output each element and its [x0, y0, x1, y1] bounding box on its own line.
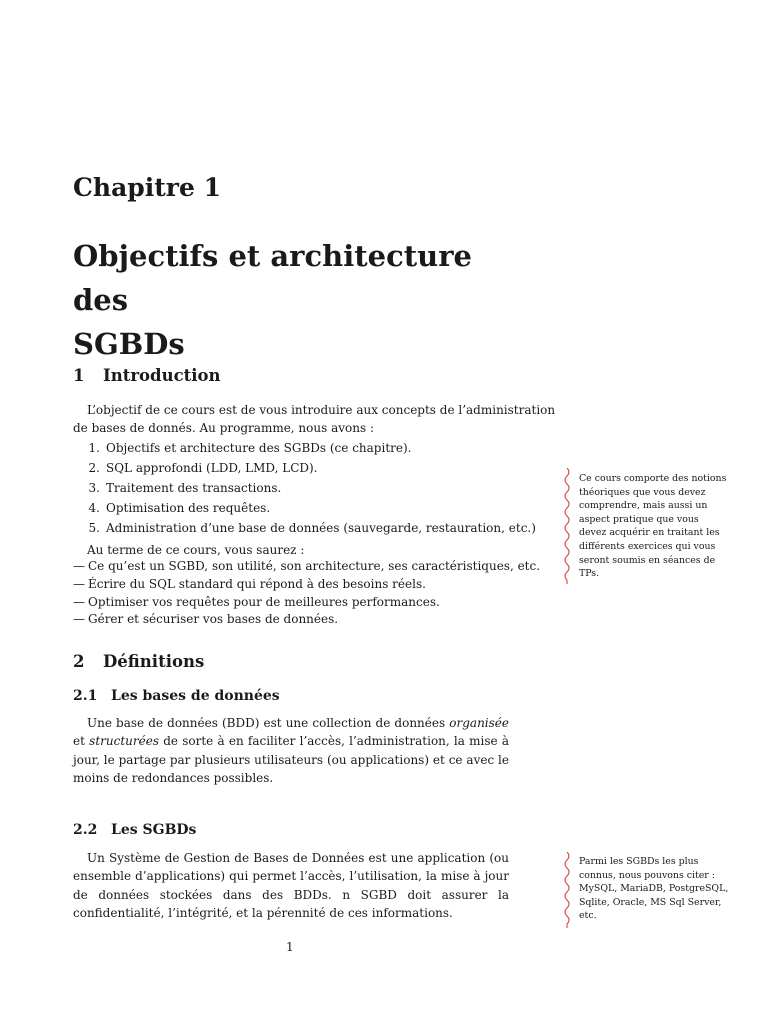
program-item-2: 2. SQL approfondi (LDD, LMD, LCD).	[88, 461, 318, 475]
section-1-title: Introduction	[103, 366, 221, 385]
chapter-title	[73, 234, 533, 366]
section-1-heading	[73, 366, 221, 385]
program-item-4: 4. Optimisation des requêtes.	[88, 501, 271, 515]
margin-squiggle-1	[561, 468, 573, 584]
program-item-5: 5. Administration d’une base de données (sauvegarde, restauration, etc.)	[88, 521, 536, 535]
margin-note-1: Ce cours comporte des notions théoriques que vous devez comprendre, mais aussi un aspect pratique que vous devez acquérir en traitant les différents exercices qui vous seront soumis en séances de TPs.	[579, 473, 727, 580]
subsection-2-1-heading	[73, 688, 280, 704]
chapter-title-line-1: Objectifs et architecture des	[73, 239, 472, 317]
intro-line-2: de bases de donnés. Au programme, nous avons :	[73, 421, 374, 435]
sgbd-definition-paragraph: Un Système de Gestion de Bases de Données est une application (ou ensemble d’applications) qui permet l’accès, l’utilisation, la mise à jour de données stockées dans des BDDs. n SGBD doit assurer la confidentialité, l’intégrité, et la pérennité de ces informations.	[73, 851, 509, 920]
outcome-item-4: — Gérer et sécuriser vos bases de données.	[73, 612, 339, 626]
outcome-item-3: — Optimiser vos requêtes pour de meilleures performances.	[73, 595, 440, 609]
emphasis-organisee: organisée	[449, 716, 509, 730]
subsection-2-2-title: Les SGBDs	[111, 822, 197, 838]
chapter-label: Chapitre 1	[73, 173, 221, 202]
margin-note-2: Parmi les SGBDs les plus connus, nous pouvons citer : MySQL, MariaDB, PostgreSQL, Sqlite, Oracle, MS Sql Server, etc.	[579, 856, 729, 922]
subsection-2-2-heading	[73, 822, 196, 838]
section-2-title: Définitions	[103, 652, 205, 671]
program-item-1: 1. Objectifs et architecture des SGBDs (ce chapitre).	[88, 441, 412, 455]
section-2-number: 2	[73, 652, 85, 671]
chapter-title-line-2: SGBDs	[73, 327, 185, 361]
program-item-3: 3. Traitement des transactions.	[88, 481, 282, 495]
emphasis-structurees: structurées	[89, 734, 159, 749]
margin-squiggle-2	[561, 852, 573, 928]
subsection-2-2-number: 2.2	[73, 822, 98, 838]
bdd-definition-paragraph: Une base de données (BDD) est une collection de données organisée et structurées de sorte à en faciliter l’accès, l’administration, la mise à jour, le partage par plusieurs utilisateurs (ou applications) et ce avec le moins de redondances possibles.	[73, 716, 509, 785]
intro-line-1: L’objectif de ce cours est de vous introduire aux concepts de l’administration	[87, 403, 556, 417]
outcome-item-1: — Ce qu’est un SGBD, son utilité, son architecture, ses caractéristiques, etc.	[73, 559, 541, 573]
subsection-2-1-title: Les bases de données	[111, 688, 280, 704]
outcomes-intro: Au terme de ce cours, vous saurez :	[87, 543, 305, 557]
page-number: 1	[286, 940, 294, 954]
section-2-heading	[73, 652, 204, 671]
outcome-item-2: — Écrire du SQL standard qui répond à des besoins réels.	[73, 577, 426, 591]
subsection-2-1-number: 2.1	[73, 688, 98, 704]
section-1-number: 1	[73, 366, 85, 385]
